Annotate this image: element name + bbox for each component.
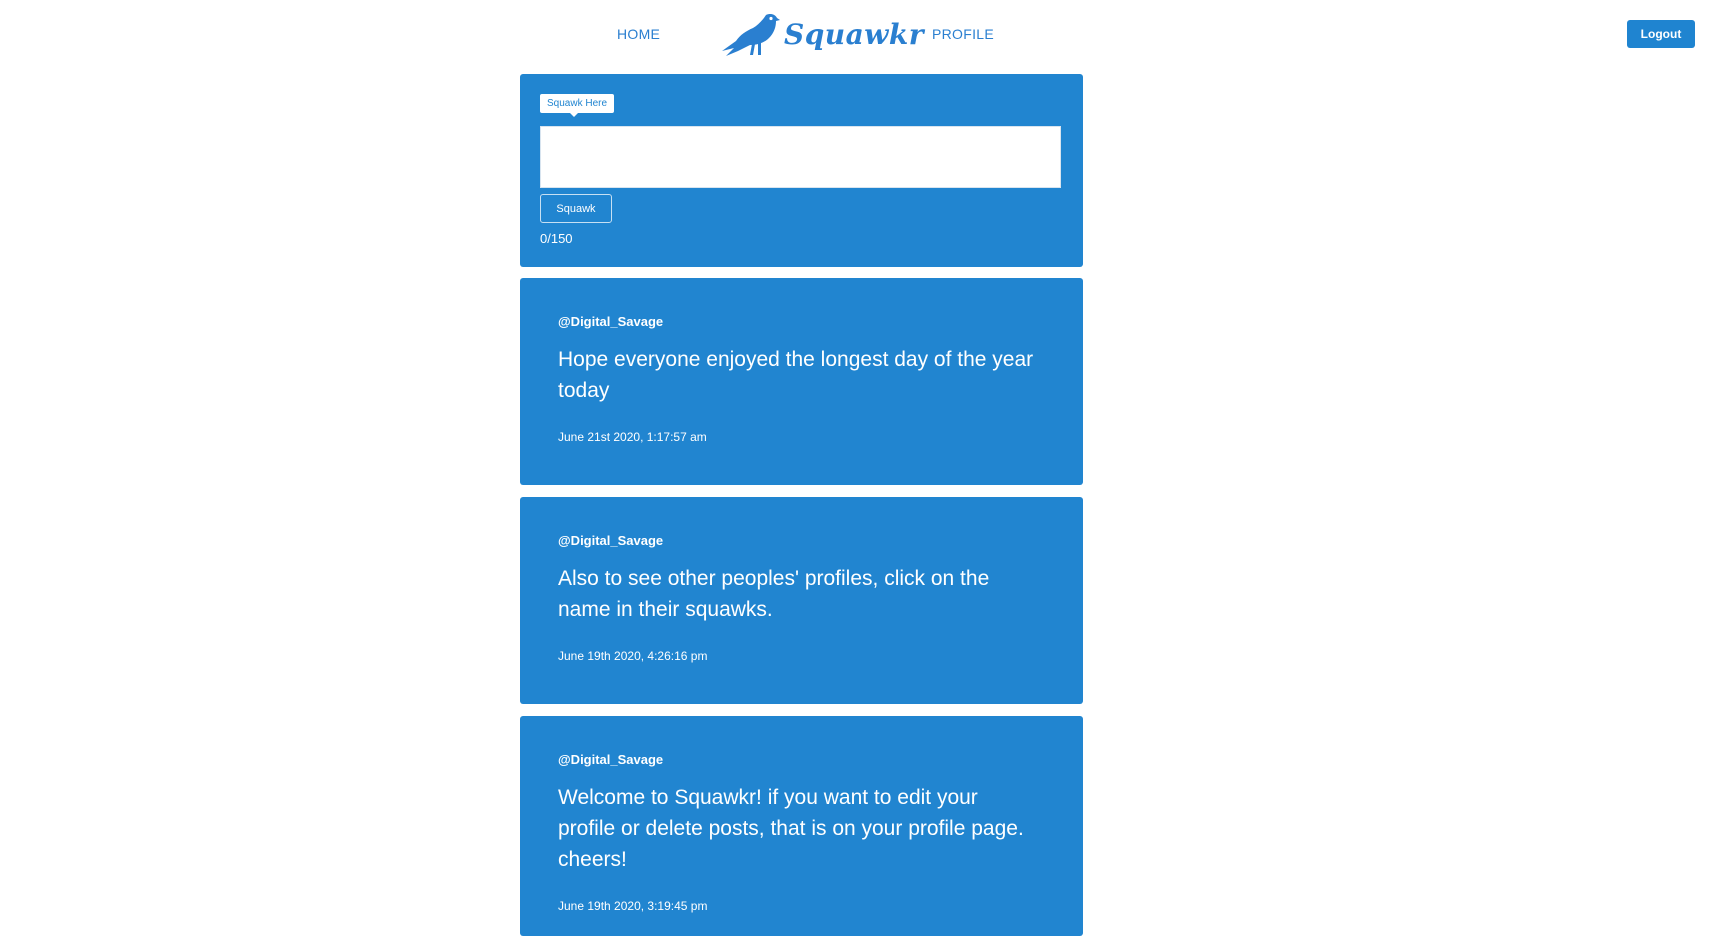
post-timestamp: June 19th 2020, 4:26:16 pm: [558, 649, 708, 663]
post-author-link[interactable]: @Digital_Savage: [558, 533, 664, 548]
top-navigation: [0, 0, 1734, 70]
nav-profile-link[interactable]: PROFILE: [932, 26, 995, 42]
char-counter: 0/150: [540, 231, 573, 246]
logout-button[interactable]: Logout: [1627, 20, 1695, 48]
post-author-link[interactable]: @Digital_Savage: [558, 314, 664, 329]
squawk-post: [520, 716, 1083, 936]
post-author-link[interactable]: @Digital_Savage: [558, 752, 664, 767]
squawk-post: [520, 497, 1083, 704]
crow-icon: [720, 11, 780, 57]
post-body: Hope everyone enjoyed the longest day of the year today: [558, 348, 1034, 402]
brand-name: Squawkr: [784, 17, 925, 51]
post-body: Also to see other peoples' profiles, click on the name in their squawks.: [558, 567, 990, 621]
brand-logo[interactable]: [720, 10, 924, 58]
squawk-input[interactable]: [540, 126, 1061, 188]
post-timestamp: June 19th 2020, 3:19:45 pm: [558, 899, 708, 913]
compose-card: [520, 74, 1083, 267]
compose-tooltip: Squawk Here: [540, 94, 614, 113]
post-body: Welcome to Squawkr! if you want to edit your profile or delete posts, that is on your profile page. cheers!: [558, 786, 1024, 871]
squawk-button[interactable]: Squawk: [540, 194, 612, 223]
nav-home-link[interactable]: HOME: [617, 26, 661, 42]
squawk-post: [520, 278, 1083, 485]
post-timestamp: June 21st 2020, 1:17:57 am: [558, 430, 707, 444]
